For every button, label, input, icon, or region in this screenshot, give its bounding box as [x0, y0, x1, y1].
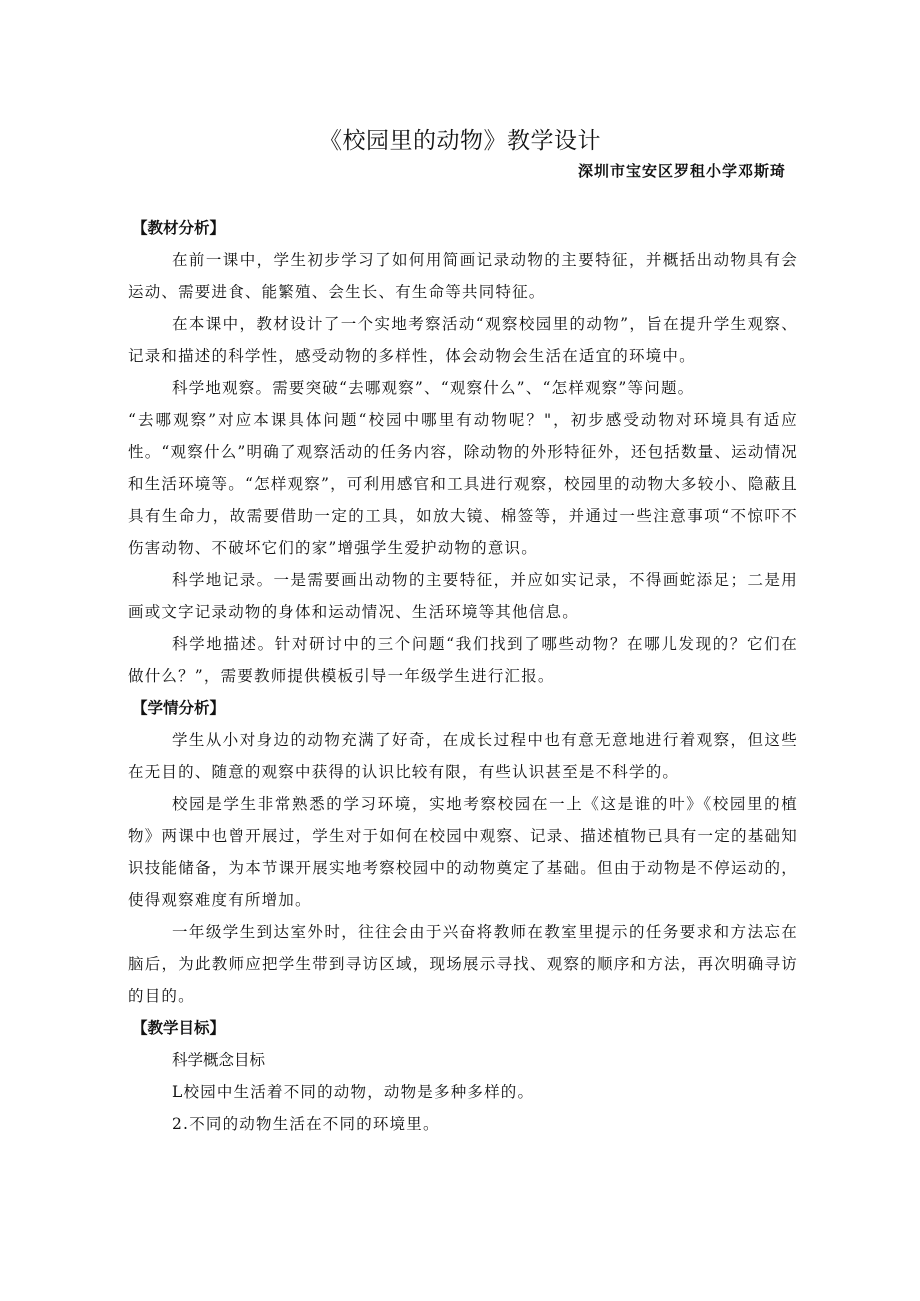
- paragraph: 科学地观察。需要突破“去哪观察”、“观察什么”、“怎样观察”等问题。: [172, 379, 695, 397]
- paragraph: 科学地描述。针对研讨中的三个问题“我们找到了哪些动物？在哪儿发现的？它们在做什么？”，需要教师提供模板引导一年级学生进行汇报。: [128, 635, 798, 685]
- subheading-science-concept-goals: 科学概念目标: [172, 1051, 266, 1069]
- paragraph: “去哪观察”对应本课具体问题“校园中哪里有动物呢？"，初步感受动物对环境具有适应性。“观察什么”明确了观察活动的任务内容，除动物的外形特征外，还包括数量、运动情况和生活环境等。“怎样观察”，可利用感官和工具进行观察，校园里的动物大多较小、隐蔽且具有生命力，故需要借助一定的工具，如放大镜、棉签等，并通过一些注意事项“不惊吓不伤害动物、不破坏它们的家”增强学生爱护动物的意识。: [128, 411, 798, 557]
- paragraph: 在前一课中，学生初步学习了如何用简画记录动物的主要特征，并概括出动物具有会运动、需要进食、能繁殖、会生长、有生命等共同特征。: [128, 251, 798, 301]
- paragraph: 一年级学生到达室外时，往往会由于兴奋将教师在教室里提示的任务要求和方法忘在脑后，为此教师应把学生带到寻访区域，现场展示寻找、观察的顺序和方法，再次明确寻访的目的。: [128, 923, 798, 1005]
- document-author: 深圳市宝安区罗租小学邓斯琦: [577, 162, 786, 180]
- paragraph: 学生从小对身边的动物充满了好奇，在成长过程中也有意无意地进行着观察，但这些在无目的、随意的观察中获得的认识比较有限，有些认识甚至是不科学的。: [128, 731, 798, 781]
- paragraph: 在本课中，教材设计了一个实地考察活动“观察校园里的动物”，旨在提升学生观察、记录和描述的科学性，感受动物的多样性，体会动物会生活在适宜的环境中。: [128, 315, 798, 365]
- paragraph: 科学地记录。一是需要画出动物的主要特征，并应如实记录，不得画蛇添足；二是用画或文字记录动物的身体和运动情况、生活环境等其他信息。: [128, 571, 798, 621]
- paragraph: 校园是学生非常熟悉的学习环境，实地考察校园在一上《这是谁的叶》《校园里的植物》两课中也曾开展过，学生对于如何在校园中观察、记录、描述植物已具有一定的基础知识技能储备，为本节课开展实地考察校园中的动物奠定了基础。但由于动物是不停运动的，使得观察难度有所增加。: [128, 795, 798, 909]
- goal-item: L校园中生活着不同的动物，动物是多种多样的。: [172, 1083, 535, 1101]
- section-heading-learner-analysis: 【学情分析】: [132, 699, 226, 717]
- section-heading-textbook-analysis: 【教材分析】: [132, 219, 226, 237]
- goal-item: 2.不同的动物生活在不同的环境里。: [172, 1115, 440, 1133]
- document-title: 《校园里的动物》教学设计: [319, 128, 601, 154]
- section-heading-teaching-goals: 【教学目标】: [132, 1019, 226, 1037]
- document-body: [128, 212, 798, 1140]
